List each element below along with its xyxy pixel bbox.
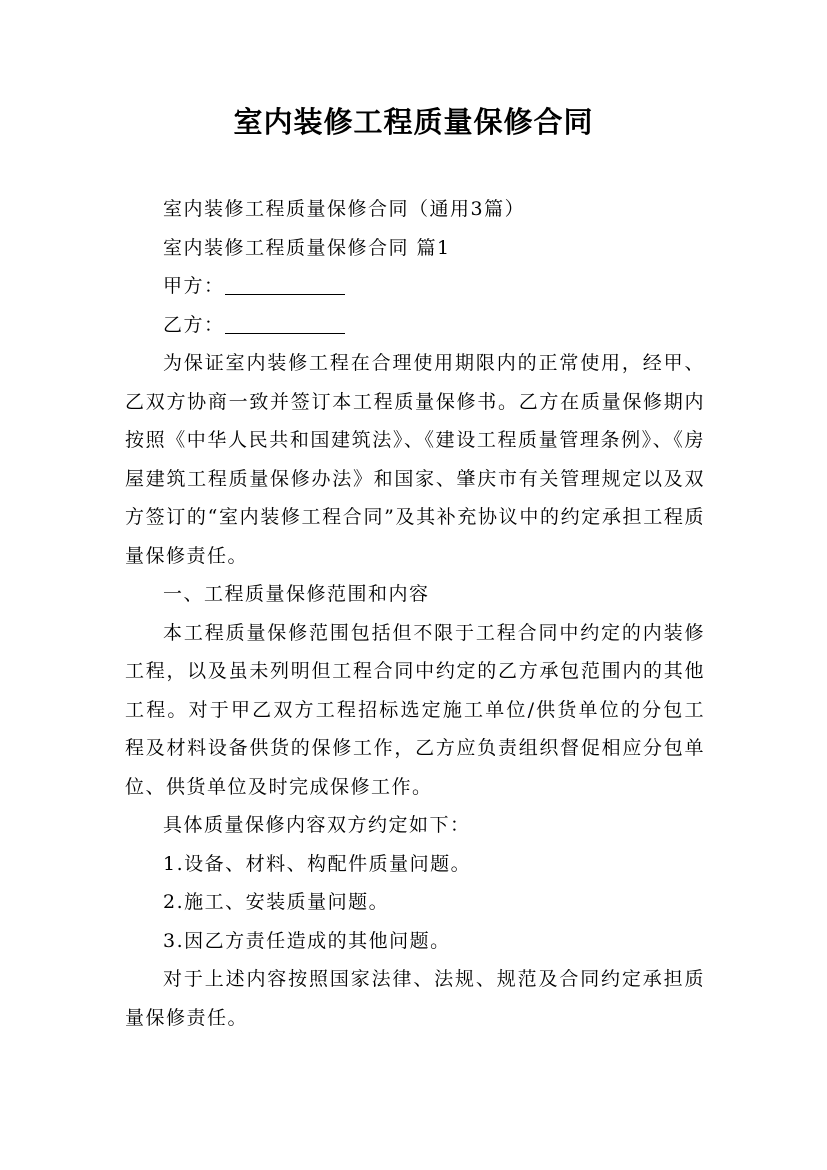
document-title: 室内装修工程质量保修合同 [233,105,594,139]
party-a-line [125,267,705,306]
party-a-blank [225,274,345,295]
content-intro: 具体质量保修内容双方约定如下： [163,814,471,836]
party-b-label: 乙方： [163,313,225,336]
document-body [125,190,705,1037]
party-b-blank [225,313,345,334]
party-a-label: 甲方： [163,275,225,297]
list-item: 3.因乙方责任造成的其他问题。 [163,929,451,952]
list-item: 1.设备、材料、构配件质量问题。 [163,852,472,875]
chapter-heading: 室内装修工程质量保修合同 篇1 [163,236,451,259]
party-b-line [125,306,705,345]
intro-paragraph: 为保证室内装修工程在合理使用期限内的正常使用，经甲、乙双方协商一致并签订本工程质量保修书。乙方在质量保修期内按照《中华人民共和国建筑法》、《建设工程质量管理条例》、《房屋建筑工程质量保修办法》和国家、肇庆市有关管理规定以及双方签订的“室内装修工程合同”及其补充协议中的约定承担工程质量保修责任。 [125,352,705,567]
list-item: 2.施工、安装质量问题。 [163,891,390,913]
closing-paragraph: 对于上述内容按照国家法律、法规、规范及合同约定承担质量保修责任。 [125,968,705,1029]
section-1-heading: 一、工程质量保修范围和内容 [163,583,430,605]
document-subtitle: 室内装修工程质量保修合同（通用3篇） [163,198,526,220]
section-1-paragraph: 本工程质量保修范围包括但不限于工程合同中约定的内装修工程，以及虽未列明但工程合同中约定的乙方承包范围内的其他工程。对于甲乙双方工程招标选定施工单位/供货单位的分包工程及材料设备供货的保修工作，乙方应负责组织督促相应分包单位、供货单位及时完成保修工作。 [125,621,705,798]
